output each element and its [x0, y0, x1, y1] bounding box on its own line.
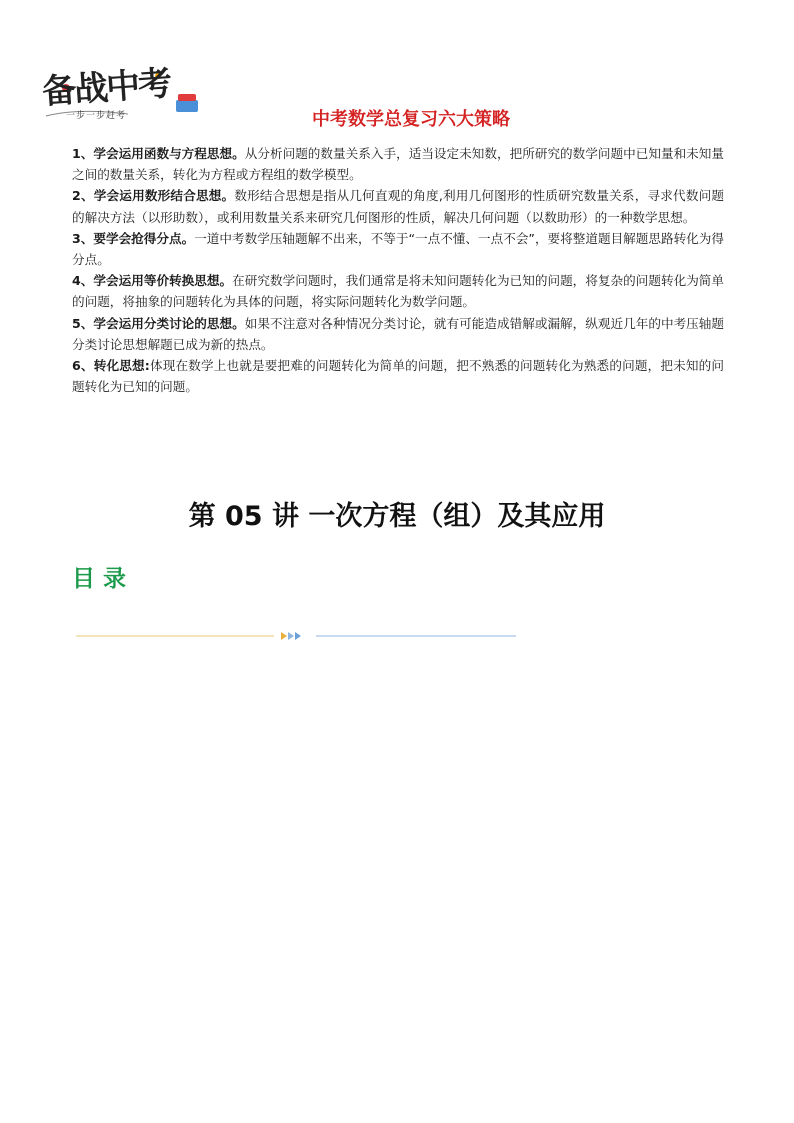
strategy-body: 从分析问题的数量关系入手，适当设定未知数，把所研究的数学问题中已知量和未知量之间的数量关系，转化为方程或方程组的数学模型。: [72, 146, 725, 183]
section-divider: [76, 630, 516, 642]
doc-title: 中考数学总复习六大策略: [312, 109, 510, 130]
strategy-lead: 4、学会运用等价转换思想。: [72, 273, 233, 289]
strategy-item: [72, 313, 724, 355]
strategy-body: 如果不注意对各种情况分类讨论，就有可能造成错解或漏解，纵观近几年的中考压轴题分类讨论思想解题已成为新的热点。: [72, 315, 725, 352]
strategy-body: 体现在数学上也就是要把难的问题转化为简单的问题，把不熟悉的问题转化为熟悉的问题，把未知的问题转化为已知的问题。: [72, 358, 725, 395]
strategy-body: 一道中考数学压轴题解不出来，不等于“一点不懂、一点不会”，要将整道题目解题思路转化为得分点。: [72, 230, 724, 268]
strategy-item: [72, 355, 724, 397]
strategy-lead: 5、学会运用分类讨论的思想。: [72, 315, 245, 331]
strategy-lead: 2、学会运用数形结合思想。: [72, 188, 235, 204]
strategy-item: [72, 185, 724, 227]
strategy-item: [72, 143, 724, 185]
strategy-body: 数形结合思想是指从几何直观的角度,利用几何图形的性质研究数量关系，寻求代数问题的解决方法（以形助数），或利用数量关系来研究几何图形的性质，解决几何问题（以数助形）的一种数学思想。: [72, 188, 724, 225]
logo-subtext: 一步一步赶考: [66, 111, 127, 121]
strategy-body: 在研究数学问题时，我们通常是将未知问题转化为已知的问题，将复杂的问题转化为简单的问题，将抽象的问题转化为具体的问题，将实际问题转化为数学问题。: [72, 273, 725, 310]
strategy-lead: 1、学会运用函数与方程思想。: [72, 146, 245, 161]
strategy-lead: 3、要学会抢得分点。: [72, 230, 195, 246]
logo-text: 备战中考: [41, 63, 172, 113]
toc-heading: 目录: [72, 566, 134, 592]
divider-arrows-icon: [76, 630, 516, 642]
strategy-list: [72, 143, 724, 397]
lecture-title: 第 05 讲 一次方程（组）及其应用: [188, 501, 606, 532]
strategy-item: [72, 270, 724, 312]
strategy-item: [72, 228, 724, 270]
strategy-lead: 6、转化思想:: [72, 358, 150, 374]
